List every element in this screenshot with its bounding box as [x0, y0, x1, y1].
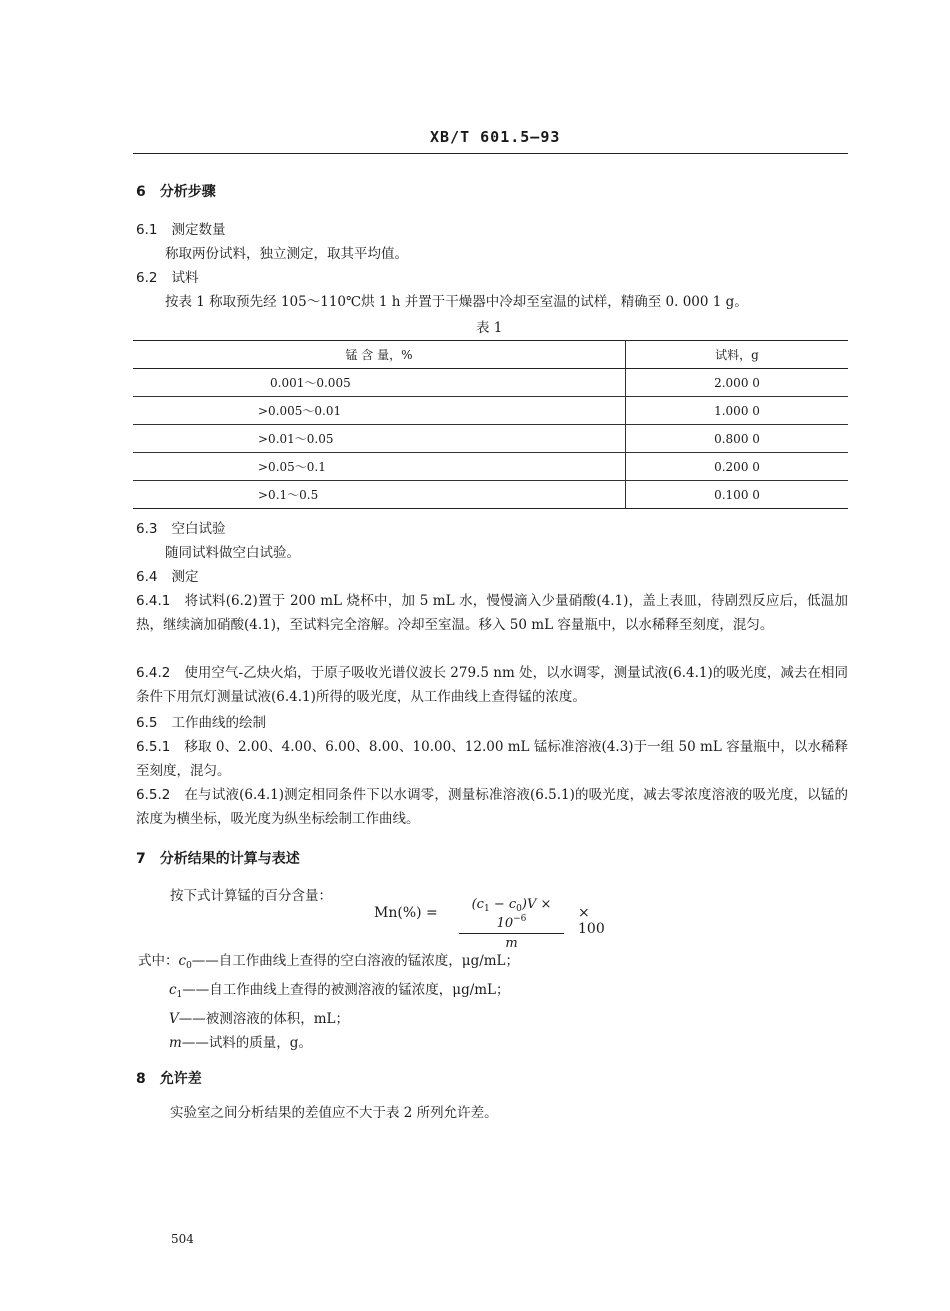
section-number: 6.5.1	[136, 739, 171, 755]
section-number: 6.5	[136, 715, 158, 731]
table-row	[133, 425, 848, 453]
sample-mass-table	[133, 340, 848, 509]
section-6-5-1-paragraph	[136, 735, 848, 783]
section-6-4-heading	[136, 565, 198, 585]
section-number: 6	[136, 184, 146, 200]
table-cell-mn-content: >0.01～0.05	[133, 425, 626, 453]
table-cell-sample-mass: 0.200 0	[626, 453, 849, 481]
definition-row: m——试料的质量，g。	[169, 1035, 312, 1051]
section-number: 6.3	[136, 521, 158, 537]
section-title: 测定数量	[171, 222, 226, 238]
table-caption: 表 1	[476, 320, 503, 336]
table-cell-sample-mass: 0.800 0	[626, 425, 849, 453]
section-text: 使用空气-乙炔火焰，于原子吸收光谱仪波长 279.5 nm 处，以水调零，测量试液(6.4.1)的吸光度，减去在相同条件下用氘灯测量试液(6.4.1)所得的吸光度，从工作曲线上查得锰的浓度。	[136, 665, 848, 705]
section-text: 在与试液(6.4.1)测定相同条件下以水调零，测量标准溶液(6.5.1)的吸光度，减去零浓度溶液的吸光度，以锰的浓度为横坐标，吸光度为纵坐标绘制工作曲线。	[136, 787, 848, 827]
section-number: 6.1	[136, 222, 158, 238]
fraction-bar	[459, 933, 564, 934]
section-6-3-heading	[136, 517, 225, 537]
table-cell-sample-mass: 1.000 0	[626, 397, 849, 425]
section-7-heading	[136, 848, 300, 868]
table-cell-sample-mass: 0.100 0	[626, 481, 849, 509]
table-row	[133, 481, 848, 509]
section-6-5-2-paragraph	[136, 783, 848, 831]
definition-row: V——被测溶液的体积，mL；	[169, 1011, 350, 1027]
section-6-1-heading	[136, 218, 225, 238]
table-header-sample-mass: 试料，g	[626, 341, 849, 369]
formula-numerator: $(c_1 - c_0)V \times 10^{-6}$	[471, 897, 552, 931]
section-6-4-1-paragraph	[136, 589, 848, 637]
section-title: 空白试验	[171, 521, 226, 537]
section-6-2-heading	[136, 266, 198, 286]
page-number: 504	[171, 1232, 194, 1246]
section-text: 将试料(6.2)置于 200 mL 烧杯中，加 5 mL 水，慢慢滴入少量硝酸(4.1)，盖上表皿，待剧烈反应后，低温加热，继续滴加硝酸(4.1)，至试料完全溶解。冷却至室温。移入 50 mL 容量瓶中，以水稀释至刻度，混匀。	[136, 593, 848, 633]
section-number: 6.4.1	[136, 593, 171, 609]
section-text: 移取 0、2.00、4.00、6.00、8.00、10.00、12.00 mL 锰标准溶液(4.3)于一组 50 mL 容量瓶中，以水稀释至刻度，混匀。	[136, 739, 848, 779]
section-7-intro: 按下式计算锰的百分含量：	[170, 888, 332, 904]
table-cell-mn-content: >0.005～0.01	[133, 397, 626, 425]
section-6-1-text: 称取两份试料，独立测定，取其平均值。	[165, 246, 408, 262]
table-row	[133, 453, 848, 481]
section-number: 6.5.2	[136, 787, 171, 803]
table-cell-sample-mass: 2.000 0	[626, 369, 849, 397]
section-number: 8	[136, 1071, 146, 1087]
section-8-heading	[136, 1068, 202, 1088]
section-6-heading	[136, 181, 216, 201]
section-6-3-text: 随同试料做空白试验。	[165, 545, 300, 561]
section-8-text: 实验室之间分析结果的差值应不大于表 2 所列允许差。	[170, 1105, 498, 1121]
section-title: 测定	[171, 569, 199, 585]
definition-row: 式中：$c_0——$自工作曲线上查得的空白溶液的锰浓度，μg/mL；	[138, 953, 520, 971]
section-title: 工作曲线的绘制	[171, 715, 266, 731]
variable-definitions	[138, 949, 519, 1055]
table-row	[133, 369, 848, 397]
definition-row: $c_1——$自工作曲线上查得的被测溶液的锰浓度，μg/mL；	[169, 982, 510, 1000]
table-header-row	[133, 341, 848, 369]
table-cell-mn-content: >0.05～0.1	[133, 453, 626, 481]
section-number: 6.4	[136, 569, 158, 585]
table-cell-mn-content: 0.001～0.005	[133, 369, 626, 397]
section-number: 6.4.2	[136, 665, 171, 681]
section-6-4-2-paragraph	[136, 661, 848, 709]
section-6-5-heading	[136, 711, 266, 731]
section-title: 分析步骤	[159, 184, 216, 200]
formula-fraction	[459, 897, 564, 951]
manganese-formula	[374, 897, 605, 951]
formula-lhs: Mn(%) =	[374, 905, 438, 921]
document-code-header: XB/T 601.5—93	[430, 128, 561, 146]
table-header-mn-content: 锰 含 量，%	[133, 341, 626, 369]
section-6-2-text: 按表 1 称取预先经 105～110℃烘 1 h 并置于干燥器中冷却至室温的试样，精确至 0. 000 1 g。	[165, 294, 748, 310]
section-number: 7	[136, 851, 146, 867]
section-number: 6.2	[136, 270, 158, 286]
table-row	[133, 397, 848, 425]
table-cell-mn-content: >0.1～0.5	[133, 481, 626, 509]
section-title: 分析结果的计算与表述	[159, 851, 300, 867]
header-rule	[133, 153, 848, 154]
definitions-prefix: 式中：	[138, 953, 179, 969]
formula-rhs: × 100	[578, 905, 605, 937]
section-title: 允许差	[159, 1071, 202, 1087]
formula-denominator: m	[505, 936, 518, 951]
section-title: 试料	[171, 270, 199, 286]
